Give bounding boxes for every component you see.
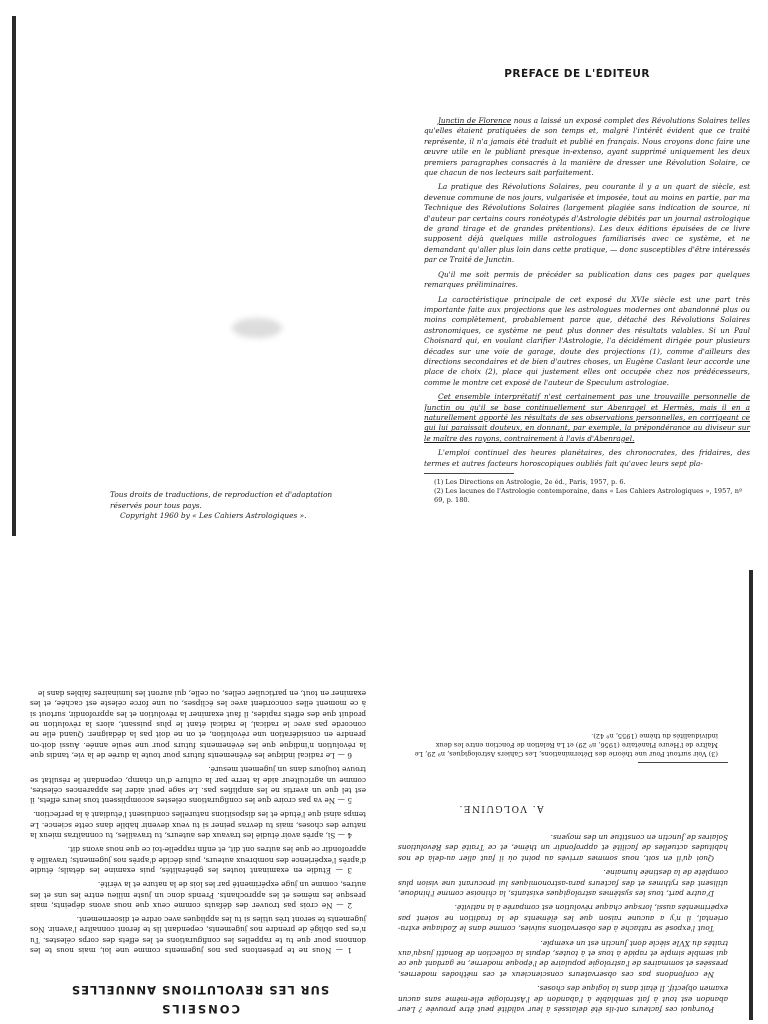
- preface-page: [424, 68, 754, 528]
- continued-body: [388, 732, 744, 1021]
- continued-paragraph: D'autre part, tous les systèmes astrologiques existants, la chinoise comme l'hindoue, utilisent des rythmes et des facteurs para-astronomiques lui procurant une vision plus complète de la destinée humaine.: [398, 868, 728, 898]
- preface-paragraph: Qu'il me soit permis de précéder sa publication dans ces pages par quelques remarques préliminaires.: [424, 269, 750, 290]
- continued-paragraph: Tout l'exposé se rattache à des observations suivies, comme dans le Zodiaque extra-oriental, il n'y a aucune raison que les éléments de la tradition ne soient pas expérimentés aussi, lorsque chaque révolution est comparée à la nativité.: [398, 903, 728, 934]
- preface-paragraph: [424, 116, 750, 178]
- preface-paragraph: Cet ensemble interprétatif n'est certainement pas une trouvaille personnelle de Junctin ou qu'il se base continuellement sur Abenragel et Hermès, mais il en a naturellement apporté les résultats de ses observations personnelles, en corrigeant ce qui lui paraissait douteux, en donnant, par exemple, la prépondérance au diviseur sur le maître des rayons, contrairement à l'avis d'Abenragel.: [424, 392, 750, 443]
- list-item: 3 — Étudie en examinant toutes les généralités, puis examine les détails; étudie d'après l'expérience des nombreux auteurs, puis décide d'après nos jugements; travaille à approfondir ce que les autres ont dit, et enfin rappelle-toi ce que nous avons dit.: [30, 845, 366, 875]
- conseils-list: [22, 688, 378, 955]
- copyright-block: [110, 490, 370, 530]
- author-signature: A. VOLGUINE.: [458, 803, 544, 814]
- rights-line: réservés pour tous pays.: [110, 500, 202, 510]
- footnote: (2) Les lacunes de l'Astrologie contemporaine, dans « Les Cahiers Astrologiques », 1957, nº 69, p. 180.: [434, 487, 743, 504]
- footnote-rule: [638, 763, 728, 764]
- list-item: 5 — Ne va pas croire que les configurations célestes accomplissent tous leurs effets, il est tel que un avertis ne les amplifies pas. Le sage peut aider les apparences célestes, comme un agriculteur aide la terre par la culture d'un champ, cependant le résultat se trouve toujours dans un jugement mesuré.: [30, 765, 366, 806]
- preface-continued-page: [388, 572, 744, 1020]
- scan-smudge: [232, 318, 282, 338]
- footnote: (1) Les Directions en Astrologie, 2e éd., Paris, 1957, p. 6.: [434, 478, 626, 486]
- continued-paragraph: Pourquoi ces facteurs ont-ils été délaissés à leur validité peut être prouvée ? Leur abandon est tout à fait semblable à l'abandon de l'Astrologie elle-même sans aucun examen objectif. Il était dans la logique des choses.: [398, 984, 728, 1014]
- conseils-page: [22, 572, 378, 1020]
- section-title: CONSEILS: [160, 1002, 240, 1016]
- list-item: 4 — Si, après avoir étudié les travaux des auteurs, tu travailles, tu connaîtras mieux la nature des choses, mais tu devras peiner si tu veux devenir habile dans cette science. Le temps ainsi que l'étude et les dispositions naturelles conduisent l'étudiant à la perfection.: [30, 810, 366, 841]
- list-item: 1 — Nous ne te présentons pas nos jugements comme une loi, mais nous te les donnons pour que tu te rappelles les configurations et les effets des corps célestes. Tu n'es pas obligé de prendre nos jugements, cependant ils te feront connaître l'avenir. Nos jugements te seront très utiles si tu les appliques avec ordre et discernement.: [30, 915, 366, 955]
- continued-paragraph: Ne confondons pas ces observateurs consciencieux et ces méthodes modernes, pressées et sommaires de l'astrologie populaire de l'époque moderne, ne gardant que ce qui semble simple et rapide à tous et à toutes, depuis la collection de Bonatti jusqu'aux traités du XVIe siècle dont Junctin est un exemple.: [398, 938, 728, 979]
- footnote-rule: [424, 473, 514, 474]
- preface-paragraph: La pratique des Révolutions Solaires, peu courante il y a un quart de siècle, est devenue commune de nos jours, vulgarisée et imposée, tout au moins en partie, par ma Technique des Révolutions Solaires (largement plagiée sans indication de source, ni d'auteur par certains cours ronéotypés d'Astrologie débités par un journal astrologique de grand tirage et de grandes prétentions). Les deux éditions épuisées de ce livre supposent déjà quelques mille astrologues familiarisés avec ce système, et ne demandant qu'aller plus loin dans cette pratique, — donc susceptibles d'être intéressés par ce Traité de Junctin.: [424, 182, 750, 265]
- list-item: 6 — Le radical indique les événements futurs pour toute la durée de la vie, tandis que la révolution n'indique que les événements futurs pour une seule année. Aussi doit-on prendre en considération une révolution, et on ne doit pas la dédaigner. Quand elle ne concorde pas avec le radical, le radical étant le plus puissant, alors la révolution ne produit que des effets rapides, il faut examiner la révolution et les approfondir, surtout si à ce moment elles concordent avec les éclipses, ou une force céleste est cachée, et les examiner en tout, en particulier celles, ou celle, qui auront les luminaires faibles dans le: [30, 689, 366, 760]
- footnote: (3) Voir surtout Pour une théorie des Déterminations, Les Cahiers Astrologiques, nº 29, Le Maître de l'Heure Planétaire (1956, nº 29) et La Relation de Fonction entre les deux individualités du thème (1955, nº 42).: [414, 732, 718, 759]
- preface-body: [424, 116, 754, 505]
- paragraph-text: nous a laissé un exposé complet des Révolutions Solaires telles qu'elles étaient pratiquées de son temps et, malgré l'intérêt évident que ce traité représente, il n'a jamais été traduit et publié en français. Nous croyons donc faire une œuvre utile en le publiant presque in-extenso, ayant supprimé uniquement les deux premiers paragraphes consacrés à la manière de dresser une Révolution Solaire, ce que chacun de nos lecteurs sait parfaitement.: [424, 116, 750, 178]
- preface-paragraph: L'emploi continuel des heures planétaires, des chronocrates, des fridaires, des termes et autres facteurs horoscopiques oubliés fait qu'avec leurs sept pla-: [424, 448, 750, 468]
- page-edge-bar-left: [12, 16, 16, 536]
- copyright-line: Copyright 1960 by « Les Cahiers Astrologiques ».: [120, 511, 307, 520]
- author-name: Junctin de Florence: [438, 116, 512, 125]
- rights-line: Tous droits de traductions, de reproduction et d'adaptation: [110, 490, 333, 499]
- page-title: PRÉFACE DE L'ÉDITEUR: [504, 68, 650, 80]
- section-subtitle: SUR LES REVOLUTIONS ANNUELLES: [70, 983, 330, 997]
- preface-paragraph: La caractéristique principale de cet exposé du XVIe siècle est une part très importante faite aux projections que les astrologues modernes ont abandonné plus ou moins complètement, probablement parce que, détaché des Révolutions Solaires astronomiques, ce système ne peut plus donner des résultats valables. Si un Paul Choisnard qui, en voulant clarifier l'Astrologie, l'a décidément dirigée pour plusieurs décades sur une voie de garage, doute des projections (1), comme d'ailleurs des directions secondaires et de bien d'autres choses, un Eugène Caslant leur accorde une place de choix (2), place qui justement elles ont occupée chez nos prédécesseurs, comme le montre cet exposé de l'auteur de Speculum astrologiae.: [424, 294, 750, 387]
- continued-paragraph: Quoi qu'il en soit, nous sommes arrivés au point où il faut aller au-delà de nos habitudes actuelles de facilité et approfondir un thème, et ce Traité des Révolutions Solaires de Junctin en constitue un des moyens.: [398, 832, 728, 863]
- page-edge-bar-right: [749, 570, 753, 1020]
- list-item: 2 — Ne crois pas trouver des défauts comme ceux que nous avons dépeints, mais presque les mêmes et les approchants. Prends donc un juste milieu entre les uns et les autres, comme un juge expérimenté par les lois de la nature et la vérité.: [30, 880, 366, 910]
